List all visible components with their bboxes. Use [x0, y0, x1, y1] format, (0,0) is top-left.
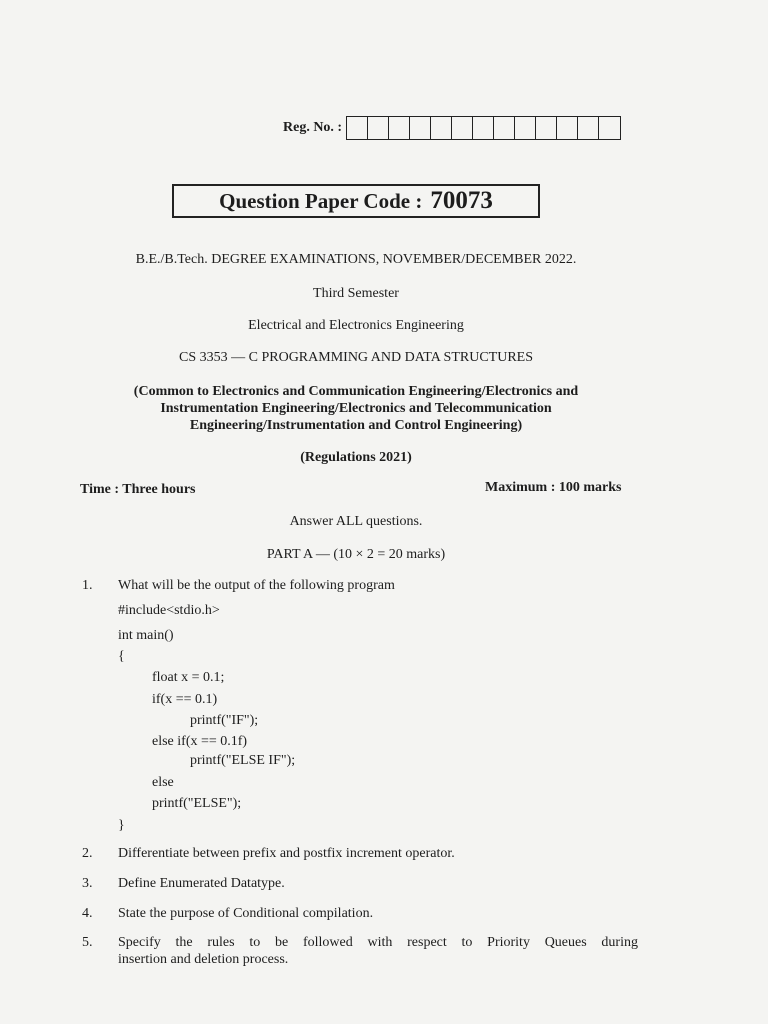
- question-1-text: What will be the output of the following program: [118, 578, 395, 593]
- question-2-number: 2.: [82, 846, 93, 861]
- common-line-2: Instrumentation Engineering/Electronics and Telecommunication: [160, 401, 552, 416]
- maximum-marks: Maximum : 100 marks: [485, 480, 622, 495]
- course-title: CS 3353 — C PROGRAMMING AND DATA STRUCTURES: [179, 350, 533, 365]
- question-2-text: Differentiate between prefix and postfix increment operator.: [118, 846, 455, 861]
- reg-no-box: [368, 117, 389, 139]
- code-line: }: [118, 818, 125, 833]
- code-line: if(x == 0.1): [152, 692, 218, 707]
- question-paper-code-box: [172, 184, 540, 218]
- reg-no-box: [536, 117, 557, 139]
- question-3-text: Define Enumerated Datatype.: [118, 876, 285, 891]
- reg-no-box: [578, 117, 599, 139]
- time-allowed: Time : Three hours: [80, 482, 196, 497]
- question-4-number: 4.: [82, 906, 93, 921]
- code-line: printf("IF");: [190, 713, 259, 728]
- code-line: {: [118, 649, 125, 664]
- reg-no-box: [389, 117, 410, 139]
- reg-no-box: [452, 117, 473, 139]
- instruction: Answer ALL questions.: [289, 514, 423, 529]
- question-5-text-line-1: Specify the rules to be followed with respect to Priority Queues during: [118, 935, 638, 950]
- department: Electrical and Electronics Engineering: [248, 318, 464, 333]
- question-4-text: State the purpose of Conditional compilation.: [118, 906, 374, 921]
- code-line: float x = 0.1;: [152, 670, 225, 685]
- reg-no-box: [347, 117, 368, 139]
- reg-no-label: Reg. No. :: [283, 120, 343, 135]
- code-line: else if(x == 0.1f): [152, 734, 248, 749]
- reg-no-box: [494, 117, 515, 139]
- code-line: #include<stdio.h>: [118, 603, 220, 618]
- regulations: (Regulations 2021): [300, 450, 412, 465]
- reg-no-box: [431, 117, 452, 139]
- reg-no-box: [473, 117, 494, 139]
- common-line-1: (Common to Electronics and Communication Engineering/Electronics and: [133, 384, 579, 399]
- code-line: int main(): [118, 628, 174, 643]
- code-line: printf("ELSE IF");: [190, 753, 296, 768]
- reg-no-box: [599, 117, 620, 139]
- exam-title: B.E./B.Tech. DEGREE EXAMINATIONS, NOVEMBER/DECEMBER 2022.: [135, 252, 577, 267]
- semester: Third Semester: [313, 286, 399, 301]
- question-paper-code-label: Question Paper Code :: [219, 188, 423, 213]
- question-paper-code-value: 70073: [430, 187, 493, 214]
- reg-no-box: [410, 117, 431, 139]
- code-line: else: [152, 775, 174, 790]
- question-5-number: 5.: [82, 935, 93, 950]
- common-line-3: Engineering/Instrumentation and Control Engineering): [189, 418, 523, 433]
- question-5-text-line-2: insertion and deletion process.: [118, 952, 289, 967]
- reg-no-box: [557, 117, 578, 139]
- question-3-number: 3.: [82, 876, 93, 891]
- reg-no-box: [515, 117, 536, 139]
- reg-no-field: [283, 116, 621, 140]
- question-1-number: 1.: [82, 578, 93, 593]
- part-a-heading: PART A — (10 × 2 = 20 marks): [266, 547, 446, 562]
- code-line: printf("ELSE");: [152, 796, 242, 811]
- reg-no-boxes: [346, 116, 621, 140]
